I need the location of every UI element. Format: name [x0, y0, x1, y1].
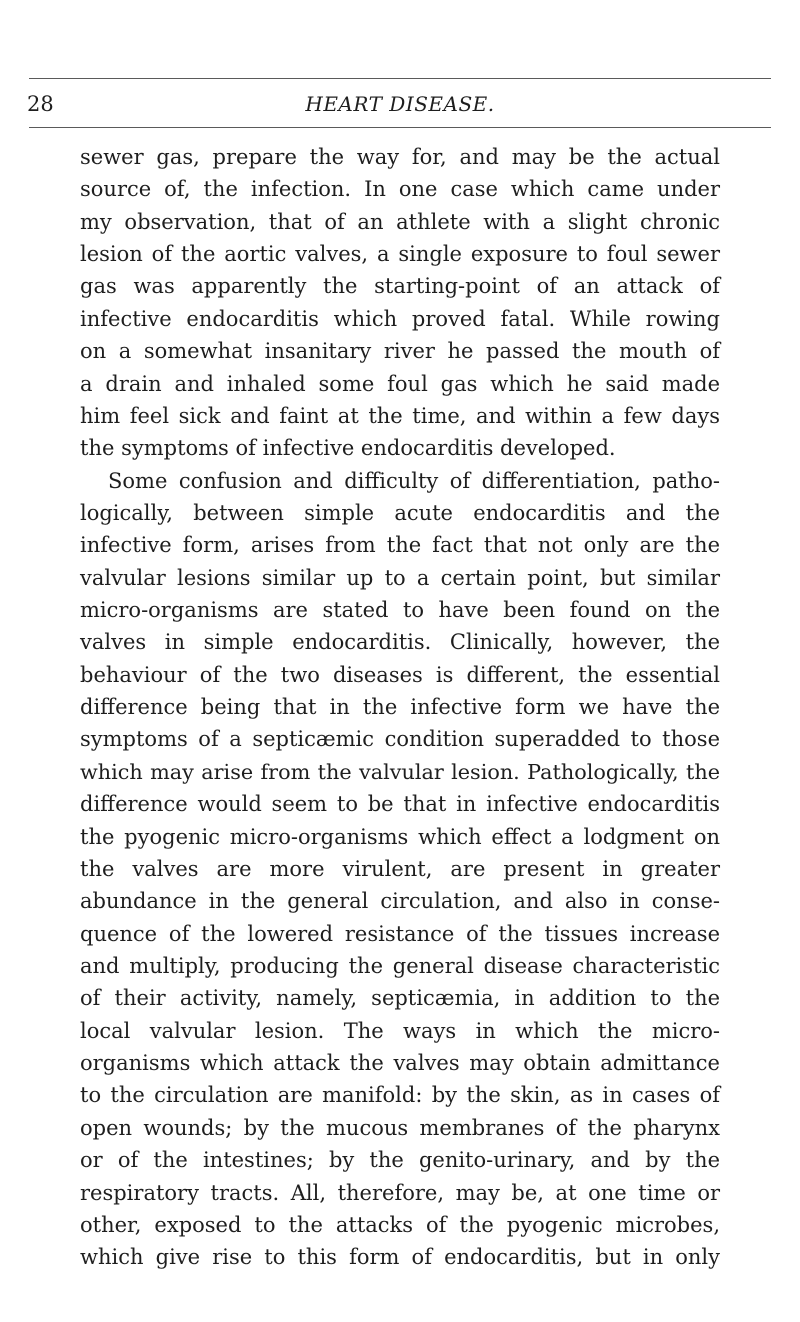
text-line: the pyogenic micro-organisms which effect a lodgment on [80, 824, 720, 849]
text-line: sewer gas, prepare the way for, and may be the actual [80, 145, 720, 169]
text-line: respiratory tracts. All, therefore, may be, at one time or [80, 1180, 720, 1205]
header-rule [29, 127, 771, 128]
text-line: source of, the infection. In one case which came under [80, 177, 720, 202]
top-rule [29, 78, 771, 79]
text-line: gas was apparently the starting-point of an attack of [80, 274, 720, 299]
running-head: HEART DISEASE. [305, 92, 495, 116]
text-line: difference being that in the infective form we have the [80, 695, 720, 720]
text-line: other, exposed to the attacks of the pyogenic microbes, [80, 1212, 720, 1237]
text-line: or of the intestines; by the genito-urinary, and by the [80, 1148, 720, 1173]
text-line: local valvular lesion. The ways in which the micro- [80, 1018, 720, 1043]
page-header [0, 89, 800, 119]
text-line: behaviour of the two diseases is different, the essential [80, 662, 720, 687]
text-line: which give rise to this form of endocarditis, but in only [80, 1245, 720, 1270]
text-line: of their activity, namely, septicæmia, in addition to the [80, 986, 720, 1011]
text-line: symptoms of a septicæmic condition superadded to those [80, 727, 720, 752]
text-line: infective form, arises from the fact that not only are the [80, 533, 720, 558]
text-line: logically, between simple acute endocarditis and the [80, 500, 720, 525]
text-line: the valves are more virulent, are present in greater [80, 856, 720, 881]
text-line: which may arise from the valvular lesion. Pathologically, the [80, 759, 720, 784]
page-number: 28 [27, 92, 54, 116]
text-line: him feel sick and faint at the time, and within a few days [80, 403, 720, 428]
text-line: valvular lesions similar up to a certain point, but similar [80, 565, 720, 590]
text-line: micro-organisms are stated to have been found on the [80, 598, 720, 623]
text-line: and multiply, producing the general disease characteristic [80, 953, 720, 978]
text-line: Some confusion and difficulty of differentiation, patho- [108, 468, 720, 493]
text-line: organisms which attack the valves may obtain admittance [80, 1051, 720, 1076]
text-line: a drain and inhaled some foul gas which he said made [80, 371, 720, 396]
text-line: quence of the lowered resistance of the tissues increase [80, 921, 720, 946]
text-line: valves in simple endocarditis. Clinically, however, the [80, 630, 720, 655]
text-line: lesion of the aortic valves, a single exposure to foul sewer [80, 242, 720, 267]
text-line: open wounds; by the mucous membranes of the pharynx [80, 1115, 720, 1140]
text-line: my observation, that of an athlete with a slight chronic [80, 209, 720, 234]
text-line: the symptoms of infective endocarditis developed. [80, 436, 616, 461]
text-line: abundance in the general circulation, and also in conse- [80, 889, 720, 914]
body-text [80, 141, 720, 1274]
text-line: on a somewhat insanitary river he passed the mouth of [80, 339, 720, 364]
text-line: to the circulation are manifold: by the skin, as in cases of [80, 1083, 720, 1108]
text-line: difference would seem to be that in infective endocarditis [80, 792, 720, 817]
text-line: infective endocarditis which proved fatal. While rowing [80, 306, 720, 331]
